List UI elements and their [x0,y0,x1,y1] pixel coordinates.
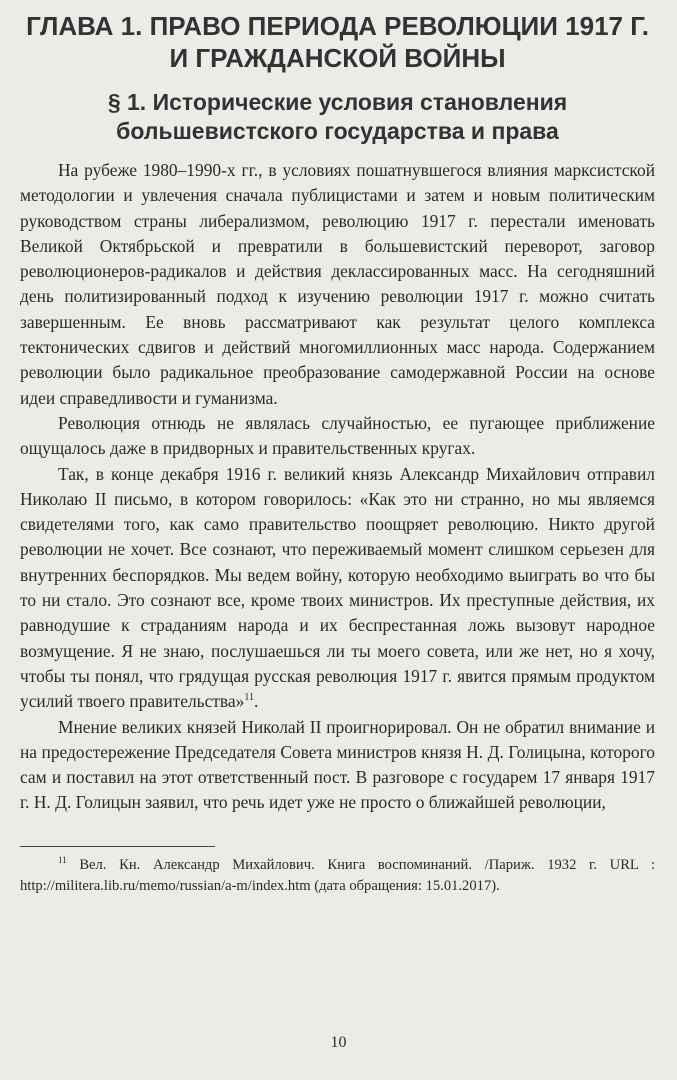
paragraph-2: Революция отнюдь не являлась случайностью, ее пугающее приближение ощущалось даже в придворных и правительственных кругах. [20,412,655,459]
body-text [20,158,655,816]
footnote-number: 11 [58,854,67,865]
section-title-line-1: § 1. Исторические условия становления [107,89,568,115]
footnote-text: Вел. Кн. Александр Михайлович. Книга воспоминаний. /Париж. 1932 г. URL : http://militera.lib.ru/memo/russian/a-m/index.htm (дата обращения: 15.01.2017). [20,856,655,894]
section-title-line-2: большевистского государства и права [116,118,559,144]
footnote-reference: 11 [244,692,254,704]
chapter-title-line-2: И ГРАЖДАНСКОЙ ВОЙНЫ [169,43,506,73]
paragraph-4: Мнение великих князей Николай II проигнорировал. Он не обратил внимание и на предостережение Председателя Совета министров князя Н. Д. Голицына, которого сам и поставил на этот ответственный пост. В разговоре с государем 17 января 1917 г. Н. Д. Голицын заявил, что речь идет уже не просто о ближайшей революции, [20,716,655,813]
section-title [20,88,655,146]
footnote-divider [20,846,215,847]
paragraph-1: На рубеже 1980–1990-х гг., в условиях пошатнувшегося влияния марксистской методологии и увлечения сначала публицистами и затем и новым политическим руководством страны либерализмом, революцию 1917 г. перестали именовать Великой Октябрьской и превратили в большевистский переворот, заговор революционеров-радикалов и действия деклассированных масс. На сегодняшний день политизированный подход к изучению революции 1917 г. можно считать завершенным. Ее вновь рассматривают как результат целого комплекса тектонических сдвигов и действий многомиллионных масс народа. Содержанием революции было радикальное преобразование самодержавной России на основе идеи справедливости и гуманизма. [20,160,655,408]
chapter-title-line-1: ГЛАВА 1. ПРАВО ПЕРИОДА РЕВОЛЮЦИИ 1917 Г. [26,11,649,41]
paragraph-3: Так, в конце декабря 1916 г. великий князь Александр Михайлович отправил Николаю II письмо, в котором говорилось: «Как это ни странно, но мы являемся свидетелями того, как само правительство поощряет революцию. Никто другой революции не хочет. Все сознают, что переживаемый момент слишком серьезен для внутренних беспорядков. Мы ведем войну, которую необходимо выиграть во что бы то ни стало. Это сознают все, кроме твоих министров. Их преступные действия, их равнодушие к страданиям народа и их беспрестанная ложь вызовут народное возмущение. Я не знаю, послушаешься ли ты моего совета, или же нет, но я хочу, чтобы ты понял, что грядущая русская революция 1917 г. явится прямым продуктом усилий твоего правительства»$^{11}$. [20,463,655,712]
chapter-title [20,10,655,74]
page-number: 10 [330,1034,347,1051]
paragraph-3-text: Так, в конце декабря 1916 г. великий князь Александр Михайлович отправил Николаю II письмо, в котором говорилось: «Как это ни странно, но мы являемся свидетелями того, как само правительство поощряет революцию. Никто другой революции не хочет. Все сознают, что переживаемый момент слишком серьезен для внутренних беспорядков. Мы ведем войну, которую необходимо выиграть во что бы то ни стало. Это сознают все, кроме твоих министров. Их преступные действия, их равнодушие к страданиям народа и их беспрестанная ложь вызовут народное возмущение. Я не знаю, послушаешься ли ты моего совета, или же нет, но я хочу, чтобы ты понял, что грядущая русская революция 1917 г. явится прямым продуктом усилий твоего правительства» [20,463,655,712]
footnote [20,855,655,897]
